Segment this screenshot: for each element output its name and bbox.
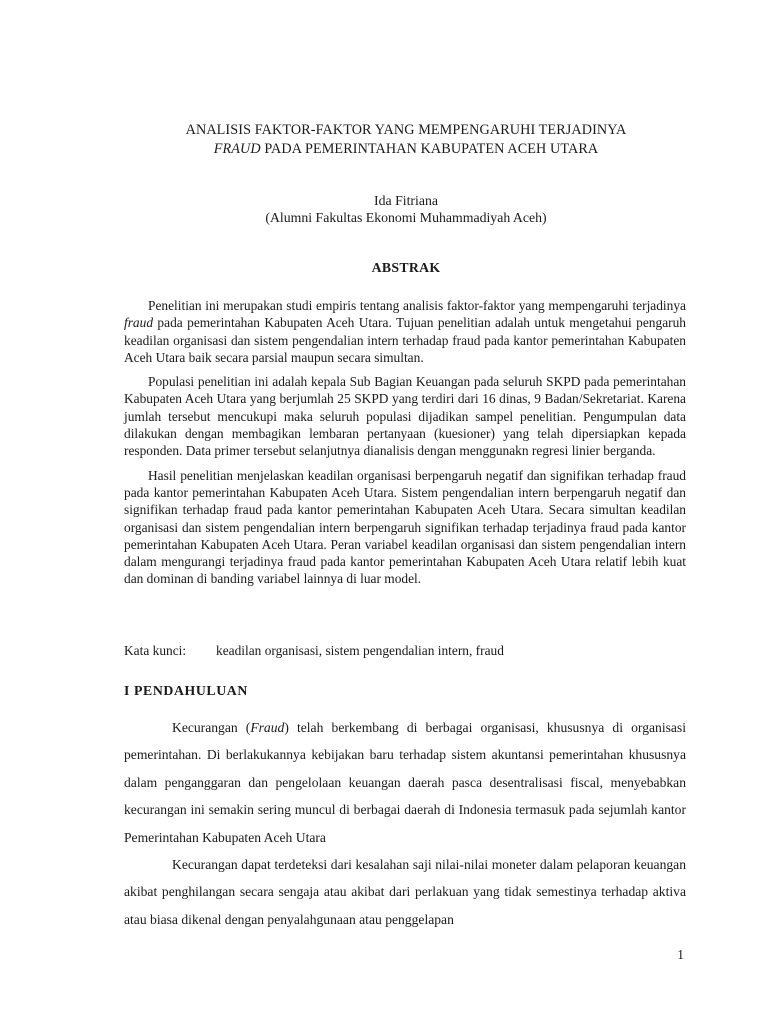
author-block <box>100 192 712 226</box>
abstract-paragraph-2: Populasi penelitian ini adalah kepala Sub Bagian Keuangan pada seluruh SKPD pada pemerintahan Kabupaten Aceh Utara yang berjumlah 25 SKPD yang terdiri dari 16 dinas, 9 Badan/Sekretariat. Karena jumlah tersebut mencukupi maka seluruh populasi dijadikan sampel penelitian. Pengumpulan data dilakukan dengan membagikan lembaran pertanyaan (kuesioner) yang telah dipersiapkan kepada responden. Data primer tersebut selanjutnya dianalisis dengan menggunakn regresi linier berganda. <box>124 374 686 459</box>
abstract-p1-start: Penelitian ini merupakan studi empiris tentang analisis faktor-faktor yang mempengaruhi terjadinya <box>148 298 686 313</box>
title-italic-word: FRAUD <box>213 141 261 157</box>
title-line-2-rest: PADA PEMERINTAHAN KABUPATEN ACEH UTARA <box>260 141 599 157</box>
abstract-paragraph-3: Hasil penelitian menjelaskan keadilan organisasi berpengaruh negatif dan signifikan terhadap fraud pada kantor pemerintahan Kabupaten Aceh Utara. Sistem pengendalian intern berpengaruh negatif dan signifikan terhadap fraud pada kantor pemerintahan Kabupaten Aceh Utara. Secara simultan keadilan organisasi dan sistem pengendalian intern berpengaruh signifikan terhadap terjadinya fraud pada kantor pemerintahan Kabupaten Aceh Utara. Peran variabel keadilan organisasi dan sistem pengendalian intern dalam mengurangi terjadinya fraud pada kantor pemerintahan Kabupaten Aceh Utara relatif lebih kuat dan dominan di banding variabel lainnya di luar model. <box>124 467 686 587</box>
author-affiliation: (Alumni Fakultas Ekonomi Muhammadiyah Aceh) <box>265 210 547 225</box>
page-number: 1 <box>677 947 684 962</box>
abstract-p1-end: pada pemerintahan Kabupaten Aceh Utara. Tujuan penelitian adalah untuk mengetahui pengaruh keadilan organisasi dan sistem pengendalian intern terhadap fraud pada kantor pemerintahan Kabupaten Aceh Utara baik secara parsial maupun secara simultan. <box>124 315 686 365</box>
abstract-paragraph-1 <box>124 297 686 366</box>
title-line-2 <box>100 140 712 159</box>
section-body <box>124 714 686 933</box>
keywords-value: keadilan organisasi, sistem pengendalian intern, fraud <box>216 643 504 658</box>
abstract-heading: ABSTRAK <box>371 260 441 275</box>
section-heading: I PENDAHULUAN <box>124 683 248 698</box>
title-line-1: ANALISIS FAKTOR-FAKTOR YANG MEMPENGARUHI TERJADINYA <box>185 122 627 138</box>
body-p1-start: Kecurangan ( <box>172 720 251 735</box>
body-p1-italic: Fraud <box>250 720 285 735</box>
author-name: Ida Fitriana <box>374 193 438 208</box>
abstract-body <box>124 297 686 595</box>
body-paragraph-1 <box>124 714 686 851</box>
body-paragraph-2: Kecurangan dapat terdeteksi dari kesalahan saji nilai-nilai moneter dalam pelaporan keuangan akibat penghilangan secara sengaja atau akibat dari perlakuan yang tidak semestinya terhadap aktiva atau biasa dikenal dengan penyalahgunaan atau penggelapan <box>124 857 686 927</box>
paper-title <box>100 121 712 159</box>
body-p1-end: ) telah berkembang di berbagai organisasi, khususnya di organisasi pemerintahan. Di berlakukannya kebijakan baru terhadap sistem akuntansi pemerintahan khususnya dalam penganggaran dan pengelolaan keuangan daerah pasca desentralisasi fiscal, menyebabkan kecurangan ini semakin sering muncul di berbagai daerah di Indonesia termasuk pada sejumlah kantor Pemerintahan Kabupaten Aceh Utara <box>124 720 686 845</box>
keywords <box>124 642 686 659</box>
abstract-p1-italic: fraud <box>124 315 154 331</box>
keywords-label: Kata kunci: <box>124 643 187 658</box>
